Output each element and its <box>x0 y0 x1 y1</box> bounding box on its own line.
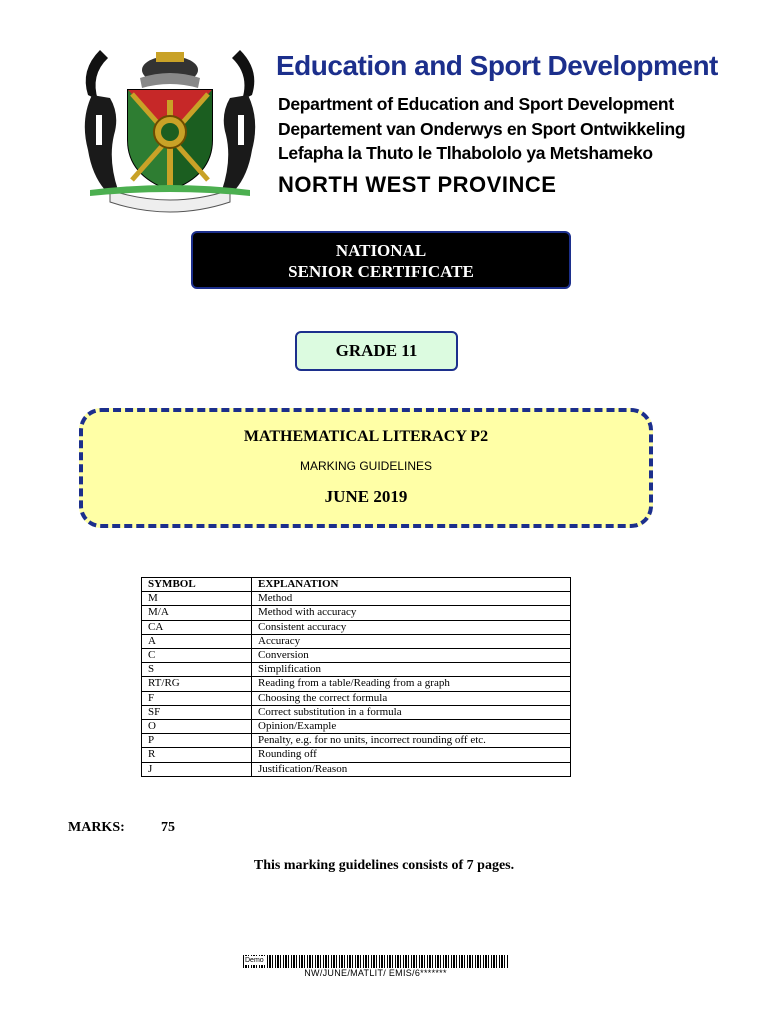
marks-value: 75 <box>161 820 175 835</box>
table-row <box>142 720 571 734</box>
table-row <box>142 663 571 677</box>
explanation-cell: Accuracy <box>252 634 571 648</box>
barcode-image <box>243 955 508 968</box>
explanation-cell: Penalty, e.g. for no units, incorrect rounding off etc. <box>252 734 571 748</box>
certificate-line-1: NATIONAL <box>335 241 427 260</box>
certificate-banner <box>191 231 571 289</box>
table-header-row <box>142 578 571 592</box>
subject-title: MATHEMATICAL LITERACY P2 <box>243 428 489 445</box>
table-row <box>142 649 571 663</box>
explanation-cell: Method with accuracy <box>252 606 571 620</box>
explanation-cell: Justification/Reason <box>252 762 571 776</box>
symbol-cell: M <box>142 592 252 606</box>
explanation-cell: Opinion/Example <box>252 720 571 734</box>
department-title: Education and Sport Development <box>276 50 718 81</box>
explanation-cell: Reading from a table/Reading from a graph <box>252 677 571 691</box>
grade-badge: GRADE 11 <box>295 331 458 371</box>
symbol-cell: J <box>142 762 252 776</box>
exam-date: JUNE 2019 <box>324 487 408 506</box>
table-row <box>142 734 571 748</box>
symbol-cell: P <box>142 734 252 748</box>
table-row <box>142 748 571 762</box>
department-name-afrikaans: Departement van Onderwys en Sport Ontwikkeling <box>278 119 686 139</box>
symbol-cell: C <box>142 649 252 663</box>
coat-of-arms-logo <box>70 40 270 215</box>
subject-panel <box>79 408 653 528</box>
symbol-cell: O <box>142 720 252 734</box>
symbol-cell: A <box>142 634 252 648</box>
symbol-column-header: SYMBOL <box>142 578 252 592</box>
table-row <box>142 606 571 620</box>
barcode-tag: Demo <box>245 957 264 964</box>
table-row <box>142 762 571 776</box>
page-count-note: This marking guidelines consists of 7 pages. <box>253 858 515 873</box>
explanation-cell: Simplification <box>252 663 571 677</box>
table-row <box>142 705 571 719</box>
department-name-setswana: Lefapha la Thuto le Tlhabololo ya Metshameko <box>278 143 653 163</box>
explanation-cell: Method <box>252 592 571 606</box>
symbol-cell: RT/RG <box>142 677 252 691</box>
explanation-cell: Choosing the correct formula <box>252 691 571 705</box>
symbol-cell: F <box>142 691 252 705</box>
document-code: NW/JUNE/MATLIT/ EMIS/6******* <box>304 968 447 978</box>
explanation-column-header: EXPLANATION <box>252 578 571 592</box>
subject-subtitle: MARKING GUIDELINES <box>299 459 433 473</box>
symbol-cell: SF <box>142 705 252 719</box>
symbol-cell: R <box>142 748 252 762</box>
symbol-cell: CA <box>142 620 252 634</box>
table-row <box>142 677 571 691</box>
department-name-english: Department of Education and Sport Development <box>278 94 674 114</box>
table-row <box>142 691 571 705</box>
explanation-cell: Correct substitution in a formula <box>252 705 571 719</box>
marks-label: MARKS: <box>68 820 125 835</box>
table-row <box>142 634 571 648</box>
province-name: NORTH WEST PROVINCE <box>278 172 557 197</box>
explanation-cell: Rounding off <box>252 748 571 762</box>
table-row <box>142 620 571 634</box>
explanation-cell: Consistent accuracy <box>252 620 571 634</box>
explanation-cell: Conversion <box>252 649 571 663</box>
marking-symbols-table <box>141 577 571 777</box>
table-row <box>142 592 571 606</box>
symbol-cell: M/A <box>142 606 252 620</box>
certificate-line-2: SENIOR CERTIFICATE <box>288 262 474 281</box>
symbol-cell: S <box>142 663 252 677</box>
